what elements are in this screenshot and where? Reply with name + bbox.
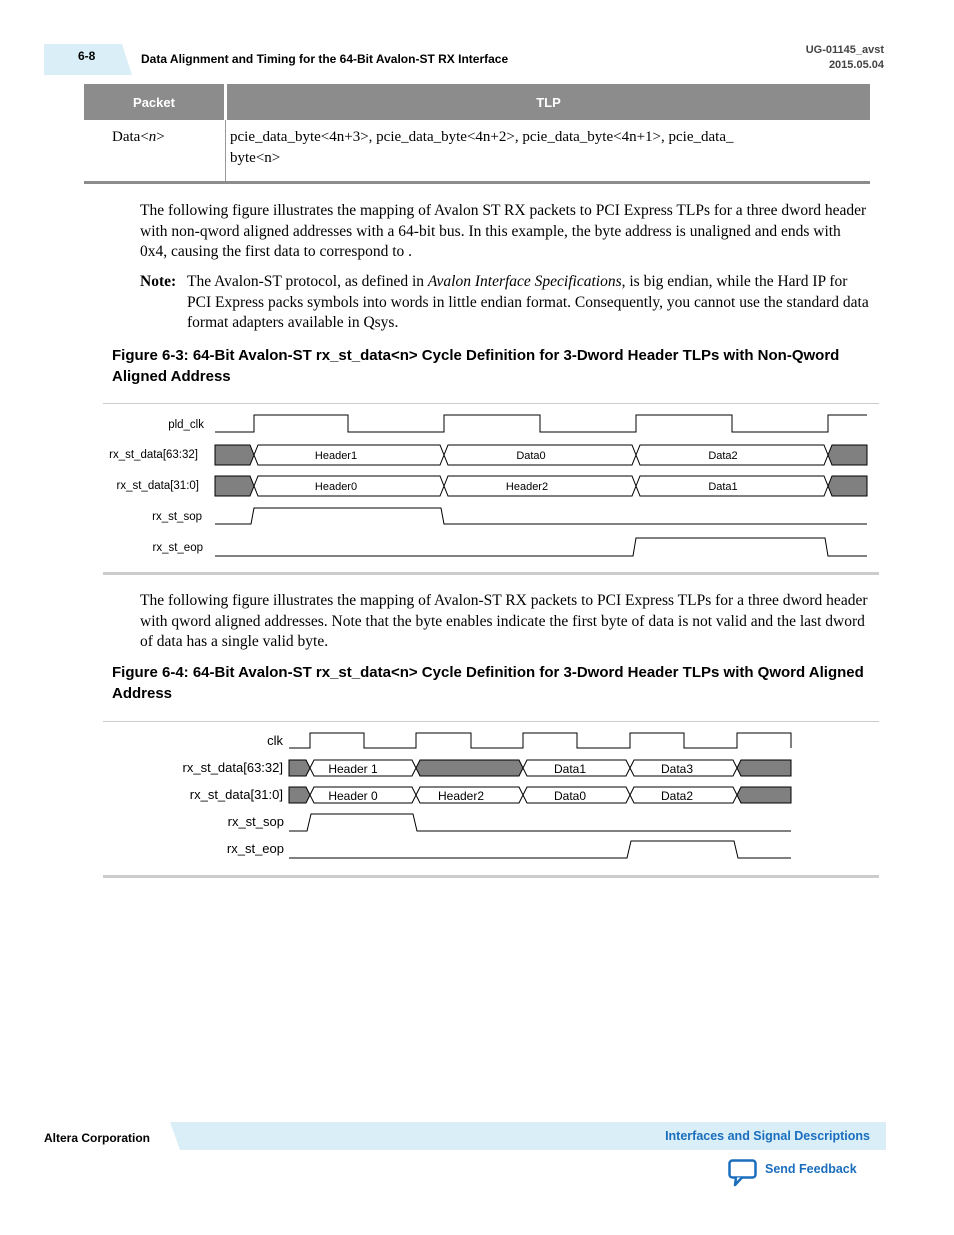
signal-label-data-lo: rx_st_data[31:0]	[116, 480, 199, 492]
note-text	[187, 272, 870, 334]
sop-waveform	[215, 508, 867, 524]
paragraph-1: The following figure illustrates the mapping of Avalon ST RX packets to PCI Express TLPs for a three dword header with non-qword aligned addresses with a 64-bit bus. In this example, the byte address is unaligned and ends with 0x4, causing the first data to correspond to .	[140, 202, 867, 260]
table-cell-packet	[84, 120, 226, 183]
document-id-block	[806, 43, 884, 73]
bus-lo-idle-start	[289, 787, 310, 803]
figure-1-title: Figure 6-3: 64-Bit Avalon-ST rx_st_data<n> Cycle Definition for 3-Dword Header TLPs with Non-Qword Aligned Address	[112, 347, 840, 385]
signal-label-data-hi: rx_st_data[63:32]	[109, 449, 198, 461]
tlp-line-2: byte<n>	[230, 150, 281, 166]
figure-2-title: Figure 6-4: 64-Bit Avalon-ST rx_st_data<n> Cycle Definition for 3-Dword Header TLPs with Qword Aligned Address	[112, 664, 864, 702]
table-row	[84, 120, 870, 183]
bus-lo-label: Data0	[553, 789, 587, 803]
bus-lo-label: Data2	[660, 789, 694, 803]
table-cell-tlp	[226, 120, 871, 183]
bus-hi-label: Data3	[660, 762, 694, 776]
note-label: Note:	[140, 273, 177, 290]
footer-section-link[interactable]: Interfaces and Signal Descriptions	[665, 1129, 870, 1143]
page-number: 6-8	[78, 49, 96, 63]
sop-waveform	[289, 814, 791, 831]
figure-2-bottom-rule	[103, 875, 879, 878]
note-text-italic: Avalon Interface Specifications	[427, 273, 622, 290]
bus-hi-label: Data2	[708, 450, 738, 462]
bus-lo-label: Header 0	[328, 789, 378, 803]
page-header-title: Data Alignment and Timing for the 64-Bit Avalon-ST RX Interface	[141, 52, 509, 66]
bus-hi-idle-end	[828, 445, 867, 465]
packet-var: n	[148, 129, 157, 145]
figure-2-top-rule	[103, 721, 879, 722]
tlp-line-1: pcie_data_byte<4n+3>, pcie_data_byte<4n+2>, pcie_data_byte<4n+1>, pcie_data_	[230, 129, 734, 145]
packet-tlp-table	[84, 84, 870, 184]
signal-label-eop: rx_st_eop	[152, 542, 203, 554]
bus-hi-label: Header 1	[328, 762, 378, 776]
signal-label-clk: clk	[267, 733, 283, 748]
packet-prefix: Data<	[112, 129, 149, 145]
figure-1-bottom-rule	[103, 572, 879, 575]
bus-hi-label: Data1	[553, 762, 587, 776]
bus-hi-label: Data0	[516, 450, 546, 462]
note-text-after: , is big endian, while the Hard IP for PCI Express packs symbols into words in little endian format. Consequently, you cannot use the standard data format adapters available in Qsys.	[187, 273, 869, 331]
note-block	[140, 272, 870, 334]
bus-hi-idle-start	[215, 445, 254, 465]
table-header-packet: Packet	[84, 84, 226, 120]
clock-waveform	[289, 733, 791, 748]
note-text-before: The Avalon-ST protocol, as defined in	[187, 273, 428, 290]
bus-lo-label: Header2	[505, 481, 549, 493]
paragraph-2: The following figure illustrates the mapping of Avalon-ST RX packets to PCI Express TLPs for a three dword header with qword aligned addresses. Note that the byte enables indicate the first byte of data is not valid and the last dword of data has a single valid byte.	[140, 592, 868, 650]
table-header-tlp: TLP	[226, 84, 871, 120]
document-id: UG-01145_avst	[805, 44, 884, 56]
figure-2-waveform	[0, 725, 954, 875]
signal-label-eop: rx_st_eop	[226, 841, 284, 856]
eop-waveform	[215, 538, 867, 556]
signal-label-pld-clk: pld_clk	[168, 419, 204, 431]
bus-lo-label: Header2	[437, 789, 485, 803]
footer-company: Altera Corporation	[44, 1131, 151, 1145]
bus-lo-idle-end	[828, 476, 867, 496]
clock-waveform	[215, 415, 867, 432]
bus-hi-idle-start	[289, 760, 310, 776]
bus-hi-idle-mid	[416, 760, 523, 776]
send-feedback-link[interactable]: Send Feedback	[765, 1162, 857, 1176]
bus-lo-label: Data1	[708, 481, 738, 493]
bus-lo-label: Header0	[314, 481, 358, 493]
bus-lo-idle-start	[215, 476, 254, 496]
signal-label-sop: rx_st_sop	[152, 511, 202, 523]
packet-suffix: >	[156, 129, 165, 145]
signal-label-data-lo: rx_st_data[31:0]	[189, 787, 283, 802]
bus-hi-idle-end	[737, 760, 791, 776]
feedback-icon[interactable]	[728, 1159, 758, 1187]
bus-hi-label: Header1	[314, 450, 358, 462]
figure-1-waveform	[0, 400, 954, 580]
bus-lo-idle-end	[737, 787, 791, 803]
eop-waveform	[289, 841, 791, 858]
signal-label-sop: rx_st_sop	[227, 814, 284, 829]
signal-label-data-hi: rx_st_data[63:32]	[182, 760, 283, 775]
document-date: 2015.05.04	[828, 59, 884, 71]
